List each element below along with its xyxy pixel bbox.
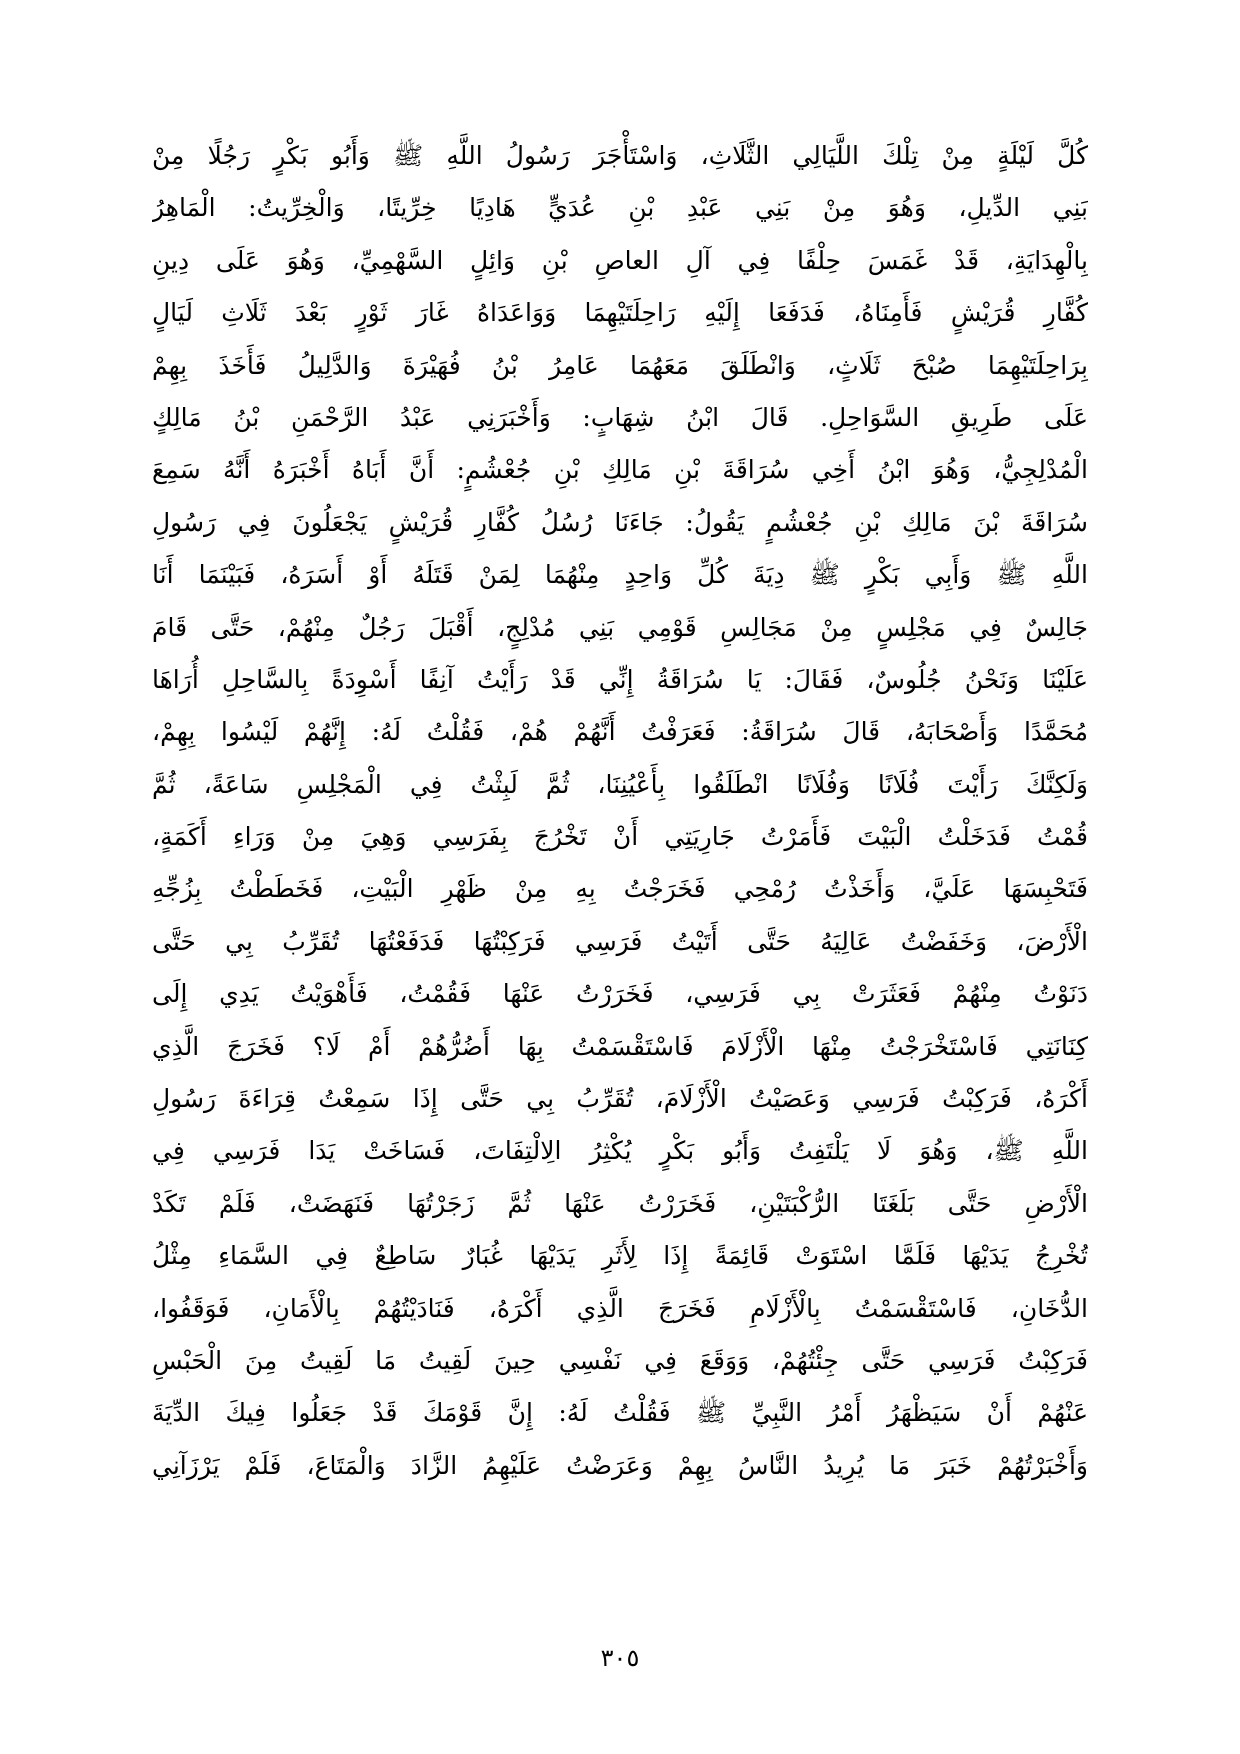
text-line: عَنْهُمْ أَنْ سَيَظْهَرُ أَمْرُ النَّبِيِّ ﷺ فَقُلْتُ لَهُ: إِنَّ قَوْمَكَ قَدْ جَعَلُوا فِيكَ الدِّيَةَ — [152, 1398, 1088, 1428]
text-line: سُرَاقَةَ بْنَ مَالِكِ بْنِ جُعْشُمٍ يَقُولُ: جَاءَنَا رُسُلُ كُفَّارِ قُرَيْشٍ يَجْعَلُونَ فِي رَسُولِ — [152, 507, 1088, 537]
text-line: كِنَانَتِي فَاسْتَخْرَجْتُ مِنْهَا الْأَزْلَامَ فَاسْتَقْسَمْتُ بِهَا أَضُرُّهُمْ أَمْ لَا؟ فَخَرَجَ الَّذِي — [152, 1031, 1088, 1061]
text-line: كُفَّارِ قُرَيْشٍ فَأَمِنَاهُ، فَدَفَعَا إِلَيْهِ رَاحِلَتَيْهِمَا وَوَاعَدَاهُ غَارَ ثَوْرٍ بَعْدَ ثَلَاثِ لَيَالٍ — [152, 298, 1088, 328]
text-line: جَالِسٌ فِي مَجْلِسٍ مِنْ مَجَالِسِ قَوْمِي بَنِي مُدْلِجٍ، أَقْبَلَ رَجُلٌ مِنْهُمْ، حَتَّى قَامَ — [152, 612, 1088, 642]
text-line: عَلَى طَرِيقِ السَّوَاحِلِ. قَالَ ابْنُ شِهَابٍ: وَأَخْبَرَنِي عَبْدُ الرَّحْمَنِ بْنُ مَالِكٍ — [152, 402, 1088, 432]
page-number: ٣٠٥ — [600, 1644, 640, 1672]
text-line: الدُّخَانِ، فَاسْتَقْسَمْتُ بِالْأَزْلَامِ فَخَرَجَ الَّذِي أَكْرَهُ، فَنَادَيْتُهُمْ بِالْأَمَانِ، فَوَقَفُوا، — [152, 1293, 1088, 1323]
text-line: فَتَحْبِسَهَا عَلَيَّ، وَأَخَذْتُ رُمْحِي فَخَرَجْتُ بِهِ مِنْ ظَهْرِ الْبَيْتِ، فَخَطَطْتُ بِزُجِّهِ — [152, 874, 1088, 904]
text-line: بِرَاحِلَتَيْهِمَا صُبْحَ ثَلَاثٍ، وَانْطَلَقَ مَعَهُمَا عَامِرُ بْنُ فُهَيْرَةَ وَالدَّلِيلُ فَأَخَذَ بِهِمْ — [152, 350, 1088, 380]
text-line: تُخْرِجُ يَدَيْهَا فَلَمَّا اسْتَوَتْ قَائِمَةً إِذَا لِأَثَرِ يَدَيْهَا غُبَارٌ سَاطِعٌ فِي السَّمَاءِ مِثْلُ — [152, 1241, 1088, 1271]
text-line: وَلَكِنَّكَ رَأَيْتَ فُلَانًا وَفُلَانًا انْطَلَقُوا بِأَعْيُنِنَا، ثُمَّ لَبِثْتُ فِي الْمَجْلِسِ سَاعَةً، ثُمَّ — [152, 769, 1088, 799]
text-line: مُحَمَّدًا وَأَصْحَابَهُ، قَالَ سُرَاقَةُ: فَعَرَفْتُ أَنَّهُمْ هُمْ، فَقُلْتُ لَهُ: إِنَّهُمْ لَيْسُوا بِهِمْ، — [152, 717, 1088, 747]
text-line: الْأَرْضِ حَتَّى بَلَغَتَا الرُّكْبَتَيْنِ، فَخَرَرْتُ عَنْهَا ثُمَّ زَجَرْتُهَا فَنَهَضَتْ، فَلَمْ تَكَدْ — [152, 1188, 1088, 1218]
text-line: فَرَكِبْتُ فَرَسِي حَتَّى جِئْتُهُمْ، وَوَقَعَ فِي نَفْسِي حِينَ لَقِيتُ مَا لَقِيتُ مِنَ الْحَبْسِ — [152, 1345, 1088, 1375]
text-line: الْأَرْضَ، وَخَفَضْتُ عَالِيَهُ حَتَّى أَتَيْتُ فَرَسِي فَرَكِبْتُهَا فَدَفَعْتُهَا تُقَرِّبُ بِي حَتَّى — [152, 926, 1088, 956]
text-line: اللَّهِ ﷺ، وَهُوَ لَا يَلْتَفِتُ وَأَبُو بَكْرٍ يُكْثِرُ الِالْتِفَاتَ، فَسَاخَتْ يَدَا فَرَسِي فِي — [152, 1136, 1088, 1166]
text-line: عَلَيْنَا وَنَحْنُ جُلُوسٌ، فَقَالَ: يَا سُرَاقَةُ إِنِّي قَدْ رَأَيْتُ آنِفًا أَسْوِدَةً بِالسَّاحِلِ أُرَاهَا — [152, 664, 1088, 694]
text-line: كُلَّ لَيْلَةٍ مِنْ تِلْكَ اللَّيَالِي الثَّلَاثِ، وَاسْتَأْجَرَ رَسُولُ اللَّهِ ﷺ وَأَبُو بَكْرٍ رَجُلًا مِنْ — [152, 141, 1088, 170]
text-line: أَكْرَهُ، فَرَكِبْتُ فَرَسِي وَعَصَيْتُ الْأَزْلَامَ، تُقَرِّبُ بِي حَتَّى إِذَا سَمِعْتُ قِرَاءَةَ رَسُولِ — [152, 1084, 1088, 1114]
text-line: وَأَخْبَرْتُهُمْ خَبَرَ مَا يُرِيدُ النَّاسُ بِهِمْ وَعَرَضْتُ عَلَيْهِمُ الزَّادَ وَالْمَتَاعَ، فَلَمْ يَرْزَآنِي — [152, 1450, 1088, 1480]
text-line: الْمُدْلِجِيُّ، وَهُوَ ابْنُ أَخِي سُرَاقَةَ بْنِ مَالِكِ بْنِ جُعْشُمٍ: أَنَّ أَبَاهُ أَخْبَرَهُ أَنَّهُ سَمِعَ — [152, 455, 1088, 485]
text-line: اللَّهِ ﷺ وَأَبِي بَكْرٍ ﷺ دِيَةَ كُلِّ وَاحِدٍ مِنْهُمَا لِمَنْ قَتَلَهُ أَوْ أَسَرَهُ، فَبَيْنَمَا أَنَا — [152, 560, 1088, 590]
text-line: بَنِي الدِّيلِ، وَهُوَ مِنْ بَنِي عَبْدِ بْنِ عُدَيٍّ هَادِيًا خِرِّيتًا، وَالْخِرِّيتُ: الْمَاهِرُ — [152, 193, 1088, 223]
text-line: بِالْهِدَايَةِ، قَدْ غَمَسَ حِلْفًا فِي آلِ العاصِ بْنِ وَائِلٍ السَّهْمِيِّ، وَهُوَ عَلَى دِينِ — [152, 245, 1088, 275]
text-line: دَنَوْتُ مِنْهُمْ فَعَثَرَتْ بِي فَرَسِي، فَخَرَرْتُ عَنْهَا فَقُمْتُ، فَأَهْوَيْتُ يَدِي إِلَى — [152, 979, 1088, 1009]
text-line: قُمْتُ فَدَخَلْتُ الْبَيْتَ فَأَمَرْتُ جَارِيَتِي أَنْ تَخْرُجَ بِفَرَسِي وَهِيَ مِنْ وَرَاءِ أَكَمَةٍ، — [152, 822, 1088, 852]
body-text — [152, 130, 1088, 1492]
